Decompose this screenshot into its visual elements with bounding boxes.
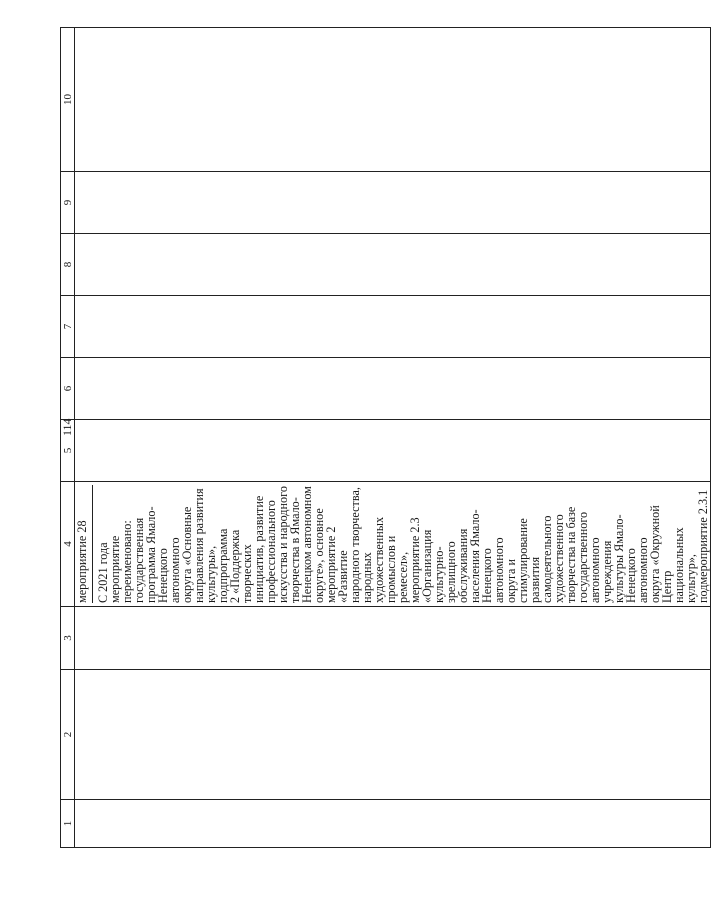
description-line: округа «Окружной Центр [648, 505, 674, 603]
cell-col-1 [75, 800, 711, 848]
description-line: Ненецкого автономного [156, 537, 182, 603]
description-line: направления развития [192, 488, 206, 603]
cell-col-5 [75, 420, 711, 482]
description-line: Ненецком автономном [300, 486, 314, 603]
description-line: подмероприятие 2.3.1 [696, 489, 710, 603]
description-line: Ненецкого автономного [480, 537, 506, 603]
description-line: программа Ямало- [144, 506, 158, 603]
description-line: переименовано: [120, 520, 134, 603]
description-line: развития самодеятельного [528, 515, 554, 603]
description-line: С 2021 года мероприятие [96, 535, 122, 603]
description-line: зрелищного обслуживания [444, 528, 470, 603]
description-line: народного творчества, [348, 487, 362, 603]
description-line: округа и стимулирование [504, 518, 530, 603]
description-line: творчества в Ямало- [288, 497, 302, 603]
column-header-1: 1 [61, 800, 75, 848]
column-header-7: 7 [61, 296, 75, 358]
cell-col-9 [75, 172, 711, 234]
column-header-4: 4 [61, 482, 75, 607]
description-line: художественного [552, 514, 566, 603]
column-header-6: 6 [61, 358, 75, 420]
cell-col-3 [75, 607, 711, 670]
description-line: культуры Ямало- [612, 514, 626, 603]
column-header-2: 2 [61, 670, 75, 800]
cell-col-8 [75, 234, 711, 296]
cell-col-4 [75, 482, 711, 607]
description-line: 2 «Поддержка творческих [228, 529, 254, 603]
description-line: творчества на базе [564, 506, 578, 603]
column-number-row [61, 28, 75, 848]
description-line: искусства и народного [276, 486, 290, 603]
table-row [75, 28, 711, 848]
cell-col-2 [75, 670, 711, 800]
description-line: мероприятие 2.3 [408, 517, 422, 603]
column-header-8: 8 [61, 234, 75, 296]
description-line: автономного учреждения [588, 537, 614, 603]
event-description [97, 485, 709, 603]
description-line: культуры», подпрограмма [204, 528, 230, 603]
column-header-5: 5 [61, 420, 75, 482]
description-line: народных [360, 552, 374, 603]
data-table [60, 27, 711, 848]
description-line: государственная [132, 517, 146, 603]
description-line: населения Ямало- [468, 509, 482, 603]
column-header-3: 3 [61, 607, 75, 670]
description-line: мероприятие 2 «Развитие [324, 526, 350, 603]
event-heading: мероприятие 28 [76, 485, 93, 603]
description-line: государственного [576, 511, 590, 603]
cell-col-6 [75, 358, 711, 420]
column-header-10: 10 [61, 28, 75, 172]
description-line: округе», основное [312, 508, 326, 603]
description-line: инициатив, развитие [252, 495, 266, 603]
description-line: художественных [372, 516, 386, 603]
description-line: Ненецкого автономного [624, 537, 650, 603]
cell-col-10 [75, 28, 711, 172]
description-line: округа «Основные [180, 506, 194, 603]
rotated-table-container [60, 28, 710, 848]
description-line: профессионального [264, 500, 278, 603]
description-line: «Организация культурно- [420, 529, 446, 603]
description-line: национальных культур», [672, 527, 698, 603]
page-number: 114 [60, 418, 74, 436]
description-line: промыслов и ремесел», [384, 535, 410, 603]
cell-col-7 [75, 296, 711, 358]
column-header-9: 9 [61, 172, 75, 234]
